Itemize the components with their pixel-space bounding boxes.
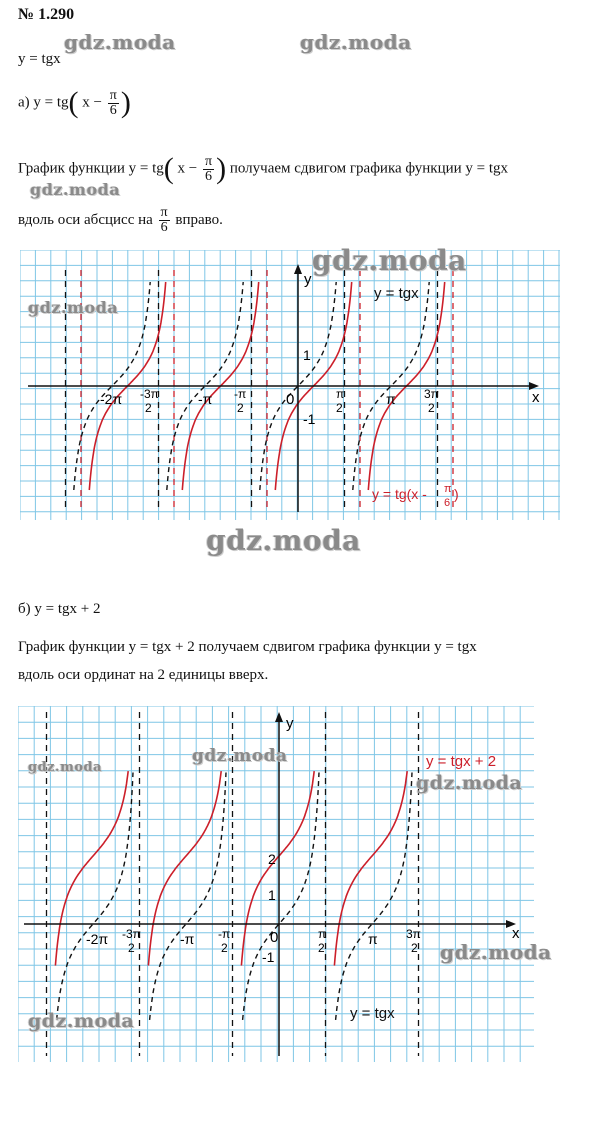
graph-a-grid — [20, 250, 560, 520]
graph-b-legend-black: y = tgx — [350, 1005, 395, 1022]
graph-a-legend-red-num: π — [444, 483, 452, 495]
graph-a-tick-pi2-den: 2 — [336, 401, 343, 415]
graph-b-tick-pi: π — [368, 931, 378, 947]
graph-a-legend-red-close: ) — [454, 486, 459, 502]
graph-a-tick-3pi2-num: 3π — [424, 387, 439, 401]
graph-a-tick-pi2-num: π — [336, 387, 345, 401]
graph-b-tick-3pi2-den: 2 — [411, 941, 418, 955]
graph-a-tick-neg-3pi2-num: -3π — [140, 387, 159, 401]
part-a-explanation-1: График функции y = tg( x − $\frac{\pi}{6}$ ) получаем сдвигом графика функции y = tgx — [18, 152, 509, 185]
graph-a-origin: 0 — [286, 391, 295, 408]
graph-a-tick-neg-pi2-den: 2 — [237, 401, 244, 415]
watermark: gdz.moda — [206, 524, 361, 557]
graph-b-y-arrow — [275, 712, 283, 722]
part-a-explanation-2: вдоль оси абсцисс на $\frac{\pi}{6}$ вправо. — [18, 205, 223, 235]
graph-a-legend-red: y = tg(x - — [372, 486, 427, 502]
graph-a-tick-3pi2-den: 2 — [428, 401, 435, 415]
graph-b-tick-pi2-num: π — [318, 927, 327, 941]
graph-a-tick-pi: π — [386, 391, 396, 407]
graph-a-tick-1: 1 — [303, 347, 311, 363]
graph-b-origin: 0 — [270, 929, 279, 946]
watermark: gdz.moda — [30, 180, 121, 199]
part-a-arg: x − — [82, 94, 102, 111]
part-a-fraction: $\frac{\pi}{6}$ — [109, 87, 117, 118]
graph-b-tick-neg-3pi2-num: -3π — [122, 927, 141, 941]
graph-b-tick-1: 1 — [268, 887, 276, 903]
graph-a-x-label: x — [532, 389, 540, 406]
graph-b-legend-red: y = tgx + 2 — [426, 753, 497, 770]
graph-b-tick-neg-pi2-num: -π — [218, 927, 231, 941]
graph-a-tick-minus-1: -1 — [303, 411, 316, 427]
base-function: y = tgx — [18, 51, 61, 67]
graph-b-tick-minus-1: -1 — [262, 949, 275, 965]
watermark: gdz.moda — [312, 244, 467, 277]
watermark: gdz.moda — [28, 760, 103, 775]
part-b-explanation-1: График функции y = tgx + 2 получаем сдвигом графика функции y = tgx — [18, 639, 477, 655]
problem-number: № 1.290 — [18, 6, 75, 23]
graph-a-legend-red-den: 6 — [444, 497, 451, 509]
graph-b-tick-2: 2 — [268, 851, 276, 867]
watermark: gdz.moda — [28, 1010, 135, 1032]
watermark: gdz.moda — [64, 30, 176, 54]
graph-b-tick-neg-pi2-den: 2 — [221, 941, 228, 955]
graph-a-tick-neg-2pi: -2π — [100, 391, 123, 407]
part-a-formula: а) y = tg( x − $\frac{\pi}{6}$ ) — [18, 86, 131, 119]
graph-b-x-label: x — [512, 925, 520, 942]
graph-a-tick-neg-pi: -π — [198, 391, 213, 407]
watermark: gdz.moda — [440, 940, 552, 964]
watermark: gdz.moda — [28, 298, 119, 317]
watermark: gdz.moda — [416, 772, 523, 794]
graph-b-tick-3pi2-num: 3π — [406, 927, 421, 941]
watermark: gdz.moda — [300, 30, 412, 54]
part-a-label: а) y = tg — [18, 94, 69, 111]
graph-a-tick-neg-pi2-num: -π — [234, 387, 247, 401]
graph-a — [20, 250, 560, 520]
watermark: gdz.moda — [192, 746, 288, 766]
graph-a-legend-black: y = tgx — [374, 285, 419, 302]
graph-b-tick-neg-pi: -π — [180, 931, 195, 947]
graph-a-y-label: y — [304, 271, 312, 288]
graph-a-tick-neg-3pi2-den: 2 — [145, 401, 152, 415]
graph-b-y-label: y — [286, 715, 294, 732]
graph-b-tick-neg-3pi2-den: 2 — [128, 941, 135, 955]
part-b-explanation-2: вдоль оси ординат на 2 единицы вверх. — [18, 667, 269, 683]
graph-b-tick-pi2-den: 2 — [318, 941, 325, 955]
part-b-label: б) y = tgx + 2 — [18, 601, 101, 617]
graph-b-tick-neg-2pi: -2π — [86, 931, 109, 947]
